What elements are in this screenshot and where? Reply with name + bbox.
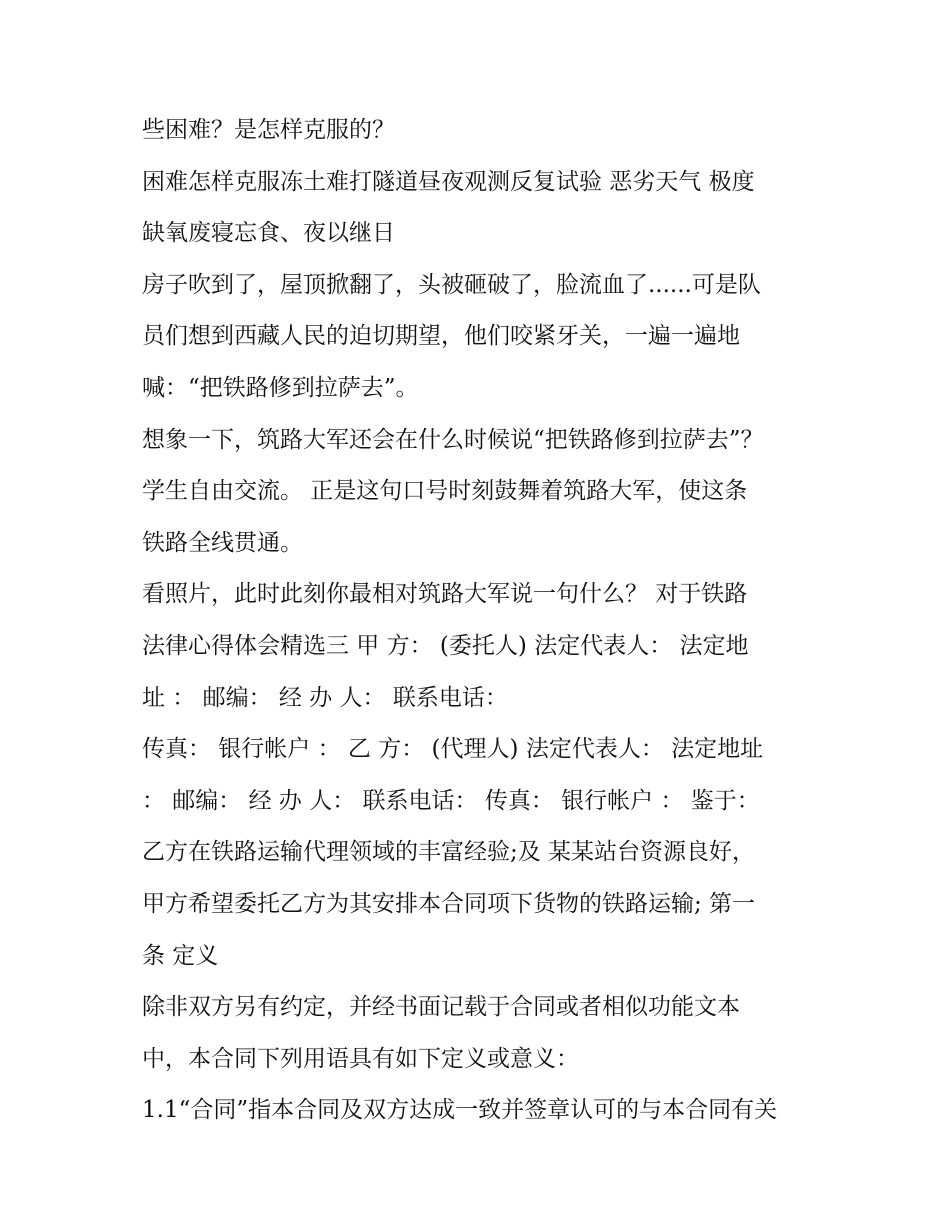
text-line: 除非双方另有约定，并经书面记载于合同或者相似功能文本 [142, 994, 740, 1021]
text-line: 传真： 银行帐户 ： 乙 方： (代理人) 法定代表人： 法定地址 [142, 736, 764, 763]
text-line: 困难怎样克服冻土难打隧道昼夜观测反复试验 恶劣天气 极度 [142, 168, 755, 195]
text-line: 1.1“合同”指本合同及双方达成一致并签章认可的与本合同有关 [142, 1097, 778, 1124]
text-line: 员们想到西藏人民的迫切期望，他们咬紧牙关，一遍一遍地 [142, 323, 740, 350]
text-line: 甲方希望委托乙方为其安排本合同项下货物的铁路运输; 第一 [142, 890, 756, 917]
text-line: 喊：“把铁路修到拉萨去”。 [142, 374, 419, 401]
text-line: 房子吹到了，屋顶掀翻了，头被砸破了，脸流血了......可是队 [142, 271, 761, 298]
text-line: 法律心得体会精选三 甲 方： (委托人) 法定代表人： 法定地 [142, 632, 749, 659]
text-line: 乙方在铁路运输代理领域的丰富经验;及 某某站台资源良好， [142, 839, 756, 866]
text-line: 铁路全线贯通。 [142, 529, 303, 556]
text-line: 缺氧废寝忘食、夜以继日 [142, 220, 395, 247]
text-line: ： 邮编： 经 办 人： 联系电话： 传真： 银行帐户 ： 鉴于： [142, 787, 760, 814]
text-line: 些困难？是怎样克服的？ [142, 117, 395, 143]
text-line: 看照片，此时此刻你最相对筑路大军说一句什么？ 对于铁路 [142, 581, 748, 608]
document-body [142, 110, 822, 1142]
text-line: 中，本合同下列用语具有如下定义或意义： [142, 1045, 579, 1072]
text-line: 址 ： 邮编： 经 办 人： 联系电话： [142, 684, 508, 711]
text-line: 条 定义 [142, 942, 219, 969]
text-line: 学生自由交流。 正是这句口号时刻鼓舞着筑路大军，使这条 [142, 478, 748, 505]
text-line: 想象一下，筑路大军还会在什么时候说“把铁路修到拉萨去”？ [142, 426, 764, 453]
